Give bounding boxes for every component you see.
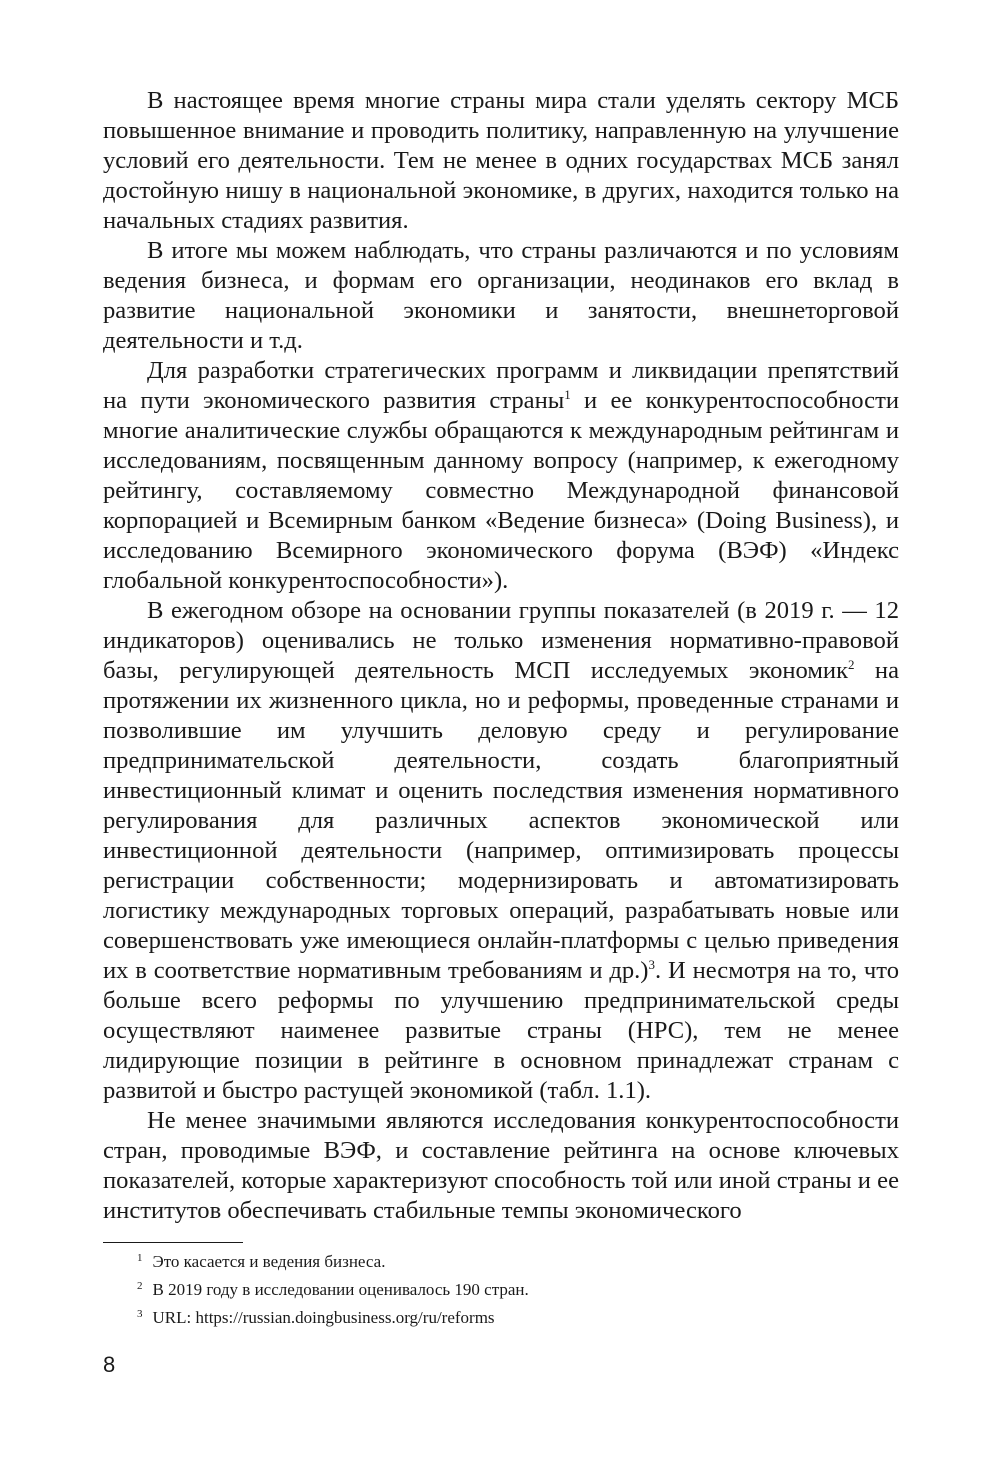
paragraph-4-text-c: . И несмотря на то, что больше всего реформы по улучшению предпринимательской среды осуществляют наименее развитые страны (НРС), тем не менее лидирующие позиции в рейтинге в основном принадлежат странам с развитой и быстро растущей экономикой (табл. 1.1). [103, 957, 899, 1104]
footnote-mark: 1 [137, 1252, 143, 1264]
footnote-text: Это касается и ведения бизнеса. [152, 1252, 386, 1271]
footnote-mark: 3 [137, 1308, 143, 1320]
paragraph-3-text-b: и ее конкурентоспособности многие аналитические службы обращаются к международным рейтингам и исследованиям, посвященным данному вопросу (например, к ежегодному рейтингу, составляемому совместно Международной финансовой корпорацией и Всемирным банком «Ведение бизнеса» (Doing Business), и исследованию Всемирного экономического форума (ВЭФ) «Индекс глобальной конкурентоспособности»). [103, 387, 900, 594]
paragraph-4-text-b: на протяжении их жизненного цикла, но и реформы, проведенные странами и позволившие им улучшить деловую среду и регулирование предпринимательской деятельности, создать благоприятный инвестиционный климат и оценить последствия изменения нормативного регулирования для различных аспектов экономической или инвестиционной деятельности (например, оптимизировать процессы регистрации собственности; модернизировать и автоматизировать логистику международных торговых операций, разрабатывать новые или совершенствовать уже имеющиеся онлайн-платформы с целью приведения их в соответствие нормативным требованиям и др.) [103, 657, 899, 984]
footnote-divider [103, 1242, 243, 1243]
paragraph-4-text-a: В ежегодном обзоре на основании группы показателей (в 2019 г. — 12 индикаторов) оценивались не только изменения нормативно-правовой базы, регулирующей деятельность МСП исследуемых экономик [103, 597, 899, 684]
paragraph-2-text: В итоге мы можем наблюдать, что страны различаются и по условиям ведения бизнеса, и формам его организации, неодинаков его вклад в развитие национальной экономики и занятости, внешнеторговой деятельности и т.д. [103, 237, 899, 354]
paragraph-1 [103, 86, 899, 236]
paragraph-2 [103, 236, 899, 356]
paragraph-3-text-a: Для разработки стратегических программ и ликвидации препятствий на пути экономического развития страны [103, 357, 899, 414]
paragraph-5-text: Не менее значимыми являются исследования конкурентоспособности стран, проводимые ВЭФ, и составление рейтинга на основе ключевых показателей, которые характеризуют способность той или иной страны и ее институтов обеспечивать стабильные темпы экономического [103, 1107, 899, 1224]
footnote-2 [103, 1276, 899, 1304]
footnotes-section [103, 1248, 899, 1332]
paragraph-4 [103, 596, 899, 1106]
paragraph-3 [103, 356, 899, 596]
footnote-text: URL: https://russian.doingbusiness.org/ru/reforms [152, 1308, 495, 1327]
footnote-ref-1: 1 [564, 387, 571, 402]
paragraph-5 [103, 1106, 899, 1226]
footnote-1 [103, 1248, 899, 1276]
page-body [103, 86, 899, 1226]
page-number: 8 [103, 1352, 116, 1377]
footnote-mark: 2 [137, 1280, 143, 1292]
footnote-ref-3: 3 [648, 957, 655, 972]
footnote-ref-2: 2 [848, 657, 855, 672]
footnote-text: В 2019 году в исследовании оценивалось 190 стран. [152, 1280, 529, 1299]
footnote-3 [103, 1304, 899, 1332]
paragraph-1-text: В настоящее время многие страны мира стали уделять сектору МСБ повышенное внимание и проводить политику, направленную на улучшение условий его деятельности. Тем не менее в одних государствах МСБ занял достойную нишу в национальной экономике, в других, находится только на начальных стадиях развития. [103, 87, 899, 234]
